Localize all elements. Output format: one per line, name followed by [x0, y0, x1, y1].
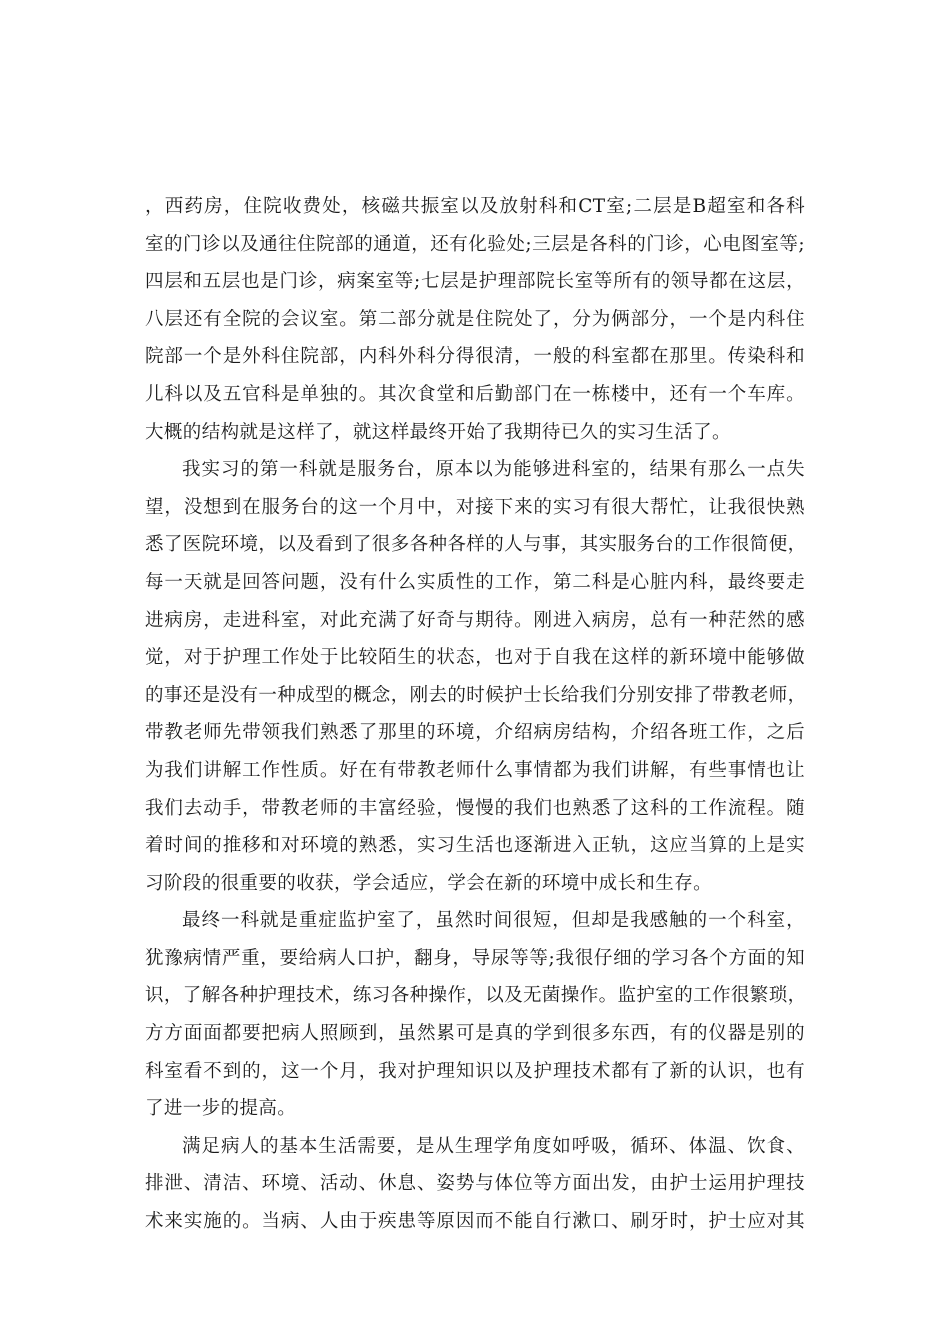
text-line: 识，了解各种护理技术，练习各种操作，以及无菌操作。监护室的工作很繁琐，: [145, 985, 807, 1007]
paragraph-building-layout: [145, 188, 805, 451]
document-body: [145, 188, 805, 1241]
text-line: 为我们讲解工作性质。好在有带教老师什么事情都为我们讲解，有些事情也让: [145, 759, 805, 781]
text-line: 排泄、清洁、环境、活动、休息、姿势与体位等方面出发，由护士运用护理技: [145, 1173, 805, 1195]
paragraph-service-desk: [145, 451, 805, 902]
text-line: 带教老师先带领我们熟悉了那里的环境，介绍病房结构，介绍各班工作，之后: [145, 722, 805, 744]
text-line: 的事还是没有一种成型的概念，刚去的时候护士长给我们分别安排了带教老师，: [145, 684, 807, 706]
text-line: 室的门诊以及通往住院部的通道，还有化验处;三层是各科的门诊，心电图室等;: [145, 233, 805, 255]
text-line: 四层和五层也是门诊，病案室等;七层是护理部院长室等所有的领导都在这层，: [145, 271, 805, 293]
text-line: 犹豫病情严重，要给病人口护，翻身，导尿等等;我很仔细的学习各个方面的知: [145, 947, 805, 969]
text-line: 望，没想到在服务台的这一个月中，对接下来的实习有很大帮忙，让我很快熟: [145, 496, 805, 518]
text-line: 术来实施的。当病、人由于疾患等原因而不能自行漱口、刷牙时，护士应对其: [145, 1211, 805, 1233]
paragraph-icu: [145, 902, 805, 1128]
text-line: 进病房，走进科室，对此充满了好奇与期待。刚进入病房，总有一种茫然的感: [145, 609, 805, 631]
text-line: 我们去动手，带教老师的丰富经验，慢慢的我们也熟悉了这科的工作流程。随: [145, 797, 805, 819]
text-line: 习阶段的很重要的收获，学会适应，学会在新的环境中成长和生存。: [145, 872, 713, 894]
text-line: 每一天就是回答问题，没有什么实质性的工作，第二科是心脏内科，最终要走: [145, 571, 805, 593]
text-line: 八层还有全院的会议室。第二部分就是住院处了，分为俩部分，一个是内科住: [145, 308, 805, 330]
text-line: 我实习的第一科就是服务台，原本以为能够进科室的，结果有那么一点失: [182, 459, 805, 481]
text-line: 方方面面都要把病人照顾到，虽然累可是真的学到很多东西，有的仪器是别的: [145, 1023, 805, 1045]
text-line: 满足病人的基本生活需要，是从生理学角度如呼吸，循环、体温、饮食、: [182, 1135, 805, 1157]
text-line: 悉了医院环境，以及看到了很多各种各样的人与事，其实服务台的工作很简便，: [145, 534, 807, 556]
text-line: 觉，对于护理工作处于比较陌生的状态，也对于自我在这样的新环境中能够做: [145, 647, 805, 669]
paragraph-basic-needs: [145, 1128, 805, 1241]
text-line: 大概的结构就是这样了，就这样最终开始了我期待已久的实习生活了。: [145, 421, 731, 443]
text-line: 最终一科就是重症监护室了，虽然时间很短，但却是我感触的一个科室，: [182, 910, 805, 932]
text-line: 院部一个是外科住院部，内科外科分得很清，一般的科室都在那里。传染科和: [145, 346, 805, 368]
text-line: 科室看不到的，这一个月，我对护理知识以及护理技术都有了新的认识，也有: [145, 1060, 805, 1082]
text-line: 了进一步的提高。: [145, 1098, 297, 1120]
text-line: ，西药房，住院收费处，核磁共振室以及放射科和CT室;二层是B超室和各科: [145, 196, 805, 217]
text-line: 儿科以及五官科是单独的。其次食堂和后勤部门在一栋楼中，还有一个车库。: [145, 383, 805, 405]
text-line: 着时间的推移和对环境的熟悉，实习生活也逐渐进入正轨，这应当算的上是实: [145, 835, 805, 857]
